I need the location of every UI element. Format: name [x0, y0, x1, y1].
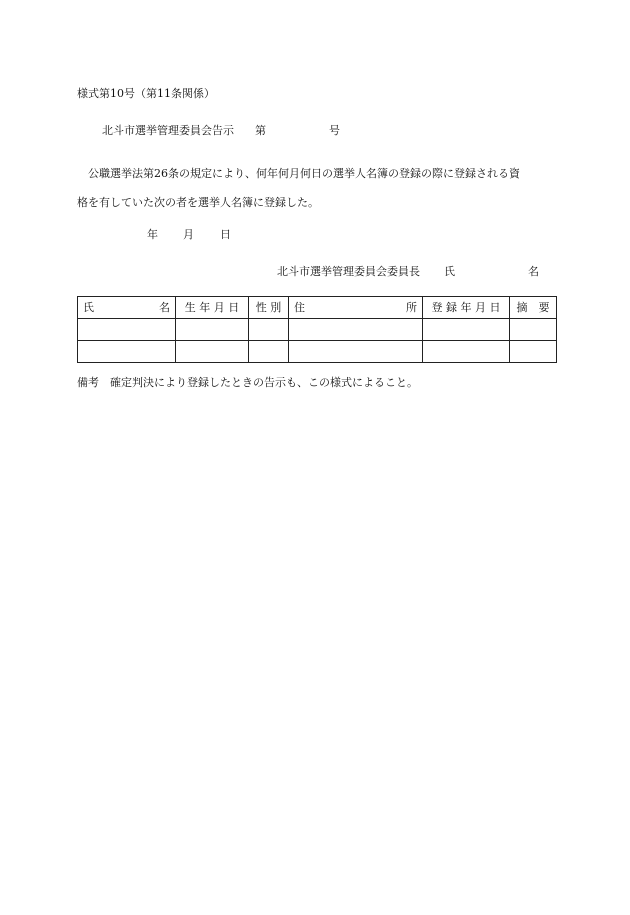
header-remarks: 摘 要 [510, 297, 557, 319]
cell-name [78, 341, 176, 363]
notice-title [102, 124, 340, 138]
cell-remarks [510, 319, 557, 341]
signature-name-last: 名 [528, 265, 539, 278]
table-row [78, 319, 557, 341]
header-birth-date: 生 年 月 日 [176, 297, 249, 319]
cell-address [289, 319, 423, 341]
cell-sex [249, 319, 289, 341]
date-year: 年 [147, 228, 158, 241]
cell-sex [249, 341, 289, 363]
cell-birth-date [176, 341, 249, 363]
header-address: 住 所 [289, 297, 423, 319]
cell-name [78, 319, 176, 341]
date-month: 月 [183, 228, 194, 241]
date-day: 日 [220, 228, 231, 241]
header-sex: 性 別 [249, 297, 289, 319]
remark-note: 備考 確定判決により登録したときの告示も、この様式によること。 [77, 376, 418, 389]
header-name: 氏 名 [78, 297, 176, 319]
table-header-row [78, 297, 557, 319]
signature-title: 北斗市選挙管理委員会委員長 [277, 265, 420, 278]
notice-number-suffix: 号 [329, 124, 340, 137]
notice-number-label: 第 [255, 124, 266, 137]
cell-remarks [510, 341, 557, 363]
register-table [77, 296, 557, 363]
body-text-line-1: 公職選挙法第26条の規定により、何年何月何日の選挙人名簿の登録の際に登録される資 [88, 167, 520, 180]
table-row [78, 341, 557, 363]
cell-registration-date [423, 319, 510, 341]
cell-birth-date [176, 319, 249, 341]
notice-issuer: 北斗市選挙管理委員会告示 [102, 124, 234, 137]
cell-address [289, 341, 423, 363]
form-number: 様式第10号（第11条関係） [77, 87, 215, 100]
signature-name-first: 氏 [444, 265, 455, 278]
header-registration-date: 登 録 年 月 日 [423, 297, 510, 319]
cell-registration-date [423, 341, 510, 363]
body-text-line-2: 格を有していた次の者を選挙人名簿に登録した。 [77, 196, 319, 209]
